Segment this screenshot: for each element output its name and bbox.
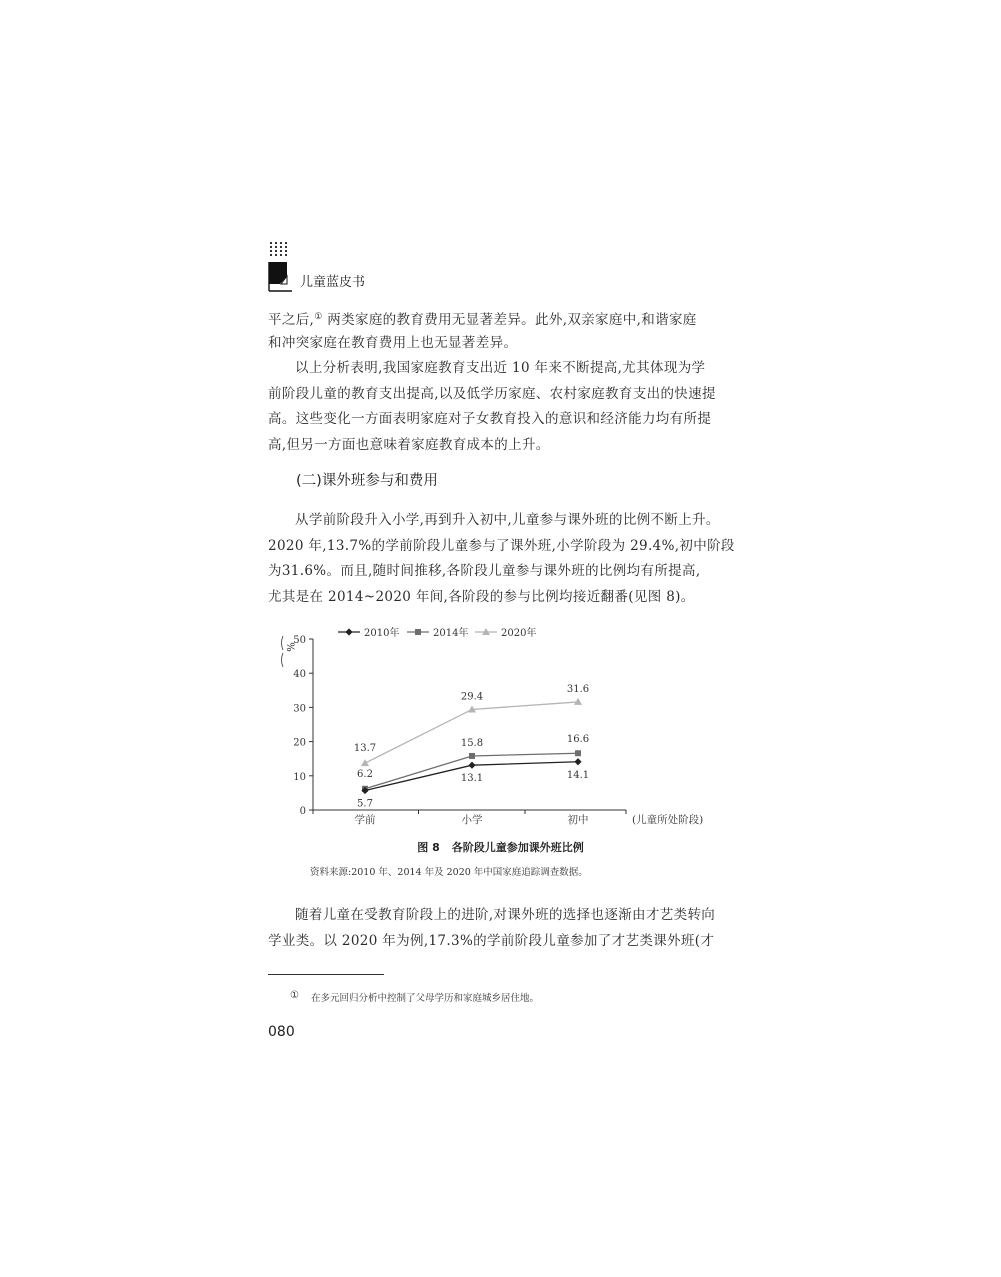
footnote-marker: ①	[290, 990, 299, 1001]
book-series-title: 儿童蓝皮书	[300, 275, 366, 290]
y-axis-label: %	[284, 642, 295, 652]
x-tick-label: 学前	[354, 814, 376, 826]
section-heading: (二)课外班参与和费用	[296, 473, 438, 489]
legend-label: 2020年	[501, 628, 537, 639]
y-tick-label: 50	[293, 635, 306, 646]
legend-label: 2010年	[364, 628, 400, 639]
figure-title: 各阶段儿童参加课外班比例	[451, 841, 584, 854]
x-axis-label: (儿童所处阶段)	[632, 814, 704, 826]
y-tick-label: 0	[299, 806, 306, 817]
body-line: 从学前阶段升入小学,再到升入初中,儿童参与课外班的比例不断上升。	[295, 512, 720, 528]
data-label: 29.4	[460, 691, 484, 703]
figure-caption	[0, 839, 1001, 855]
line-chart	[268, 620, 730, 835]
y-tick-label: 20	[293, 737, 306, 749]
data-point-2010年	[574, 758, 581, 765]
body-line: 随着儿童在受教育阶段上的进阶,对课外班的选择也逐渐由才艺类转向	[295, 907, 716, 923]
y-tick-label: 40	[293, 669, 306, 681]
body-line: 高,但另一方面也意味着家庭教育成本的上升。	[268, 436, 550, 453]
body-line: 平之后,① 两类家庭的教育费用无显著差异。此外,双亲家庭中,和谐家庭	[268, 312, 697, 328]
body-line: 和冲突家庭在教育费用上也无显著差异。	[268, 334, 518, 351]
data-label: 13.1	[460, 773, 484, 785]
book-series-logo-icon	[268, 240, 294, 292]
footnote-text: 在多元回归分析中控制了父母学历和家庭城乡居住地。	[311, 993, 540, 1004]
y-axis-paren	[282, 653, 284, 667]
legend-marker-2014年	[415, 629, 421, 635]
data-point-2020年	[574, 698, 582, 705]
figure-source-note: 资料来源:2010 年、2014 年及 2020 年中国家庭追踪调查数据。	[310, 867, 588, 878]
footnote-reference: ①	[314, 312, 323, 322]
data-label: 5.7	[357, 798, 373, 810]
body-line: 高。这些变化一方面表明家庭对子女教育投入的意识和经济能力均有所提	[268, 411, 712, 427]
body-line: 为31.6%。而且,随时间推移,各阶段儿童参与课外班的比例均有所提高,	[268, 563, 701, 579]
data-label: 6.2	[357, 768, 373, 780]
data-point-2020年	[361, 759, 369, 766]
y-axis-paren	[282, 636, 284, 650]
data-label: 16.6	[566, 734, 590, 746]
data-point-2010年	[468, 762, 475, 769]
body-line: 尤其是在 2014~2020 年间,各阶段的参与比例均接近翻番(见图 8)。	[268, 588, 695, 605]
page-number: 080	[268, 1024, 295, 1040]
data-label: 31.6	[566, 683, 590, 695]
legend-marker-2010年	[345, 628, 352, 635]
body-line: 以上分析表明,我国家庭教育支出近 10 年来不断提高,尤其体现为学	[295, 360, 706, 376]
y-tick-label: 10	[293, 771, 306, 783]
data-point-2014年	[469, 753, 475, 759]
x-tick-label: 小学	[461, 814, 483, 826]
footnote-separator	[268, 974, 384, 975]
data-label: 13.7	[353, 743, 377, 755]
legend-label: 2014年	[433, 628, 469, 639]
data-label: 14.1	[566, 769, 590, 781]
x-tick-label: 初中	[567, 814, 589, 826]
data-point-2014年	[575, 750, 581, 756]
data-label: 15.8	[460, 737, 484, 749]
y-tick-label: 30	[293, 703, 306, 715]
body-line: 2020 年,13.7%的学前阶段儿童参与了课外班,小学阶段为 29.4%,初中阶段	[268, 537, 735, 554]
body-line: 前阶段儿童的教育支出提高,以及低学历家庭、农村家庭教育支出的快速提	[268, 385, 716, 402]
body-line: 学业类。以 2020 年为例,17.3%的学前阶段儿童参加了才艺类课外班(才	[268, 932, 715, 949]
figure-number: 图 8	[417, 841, 440, 854]
